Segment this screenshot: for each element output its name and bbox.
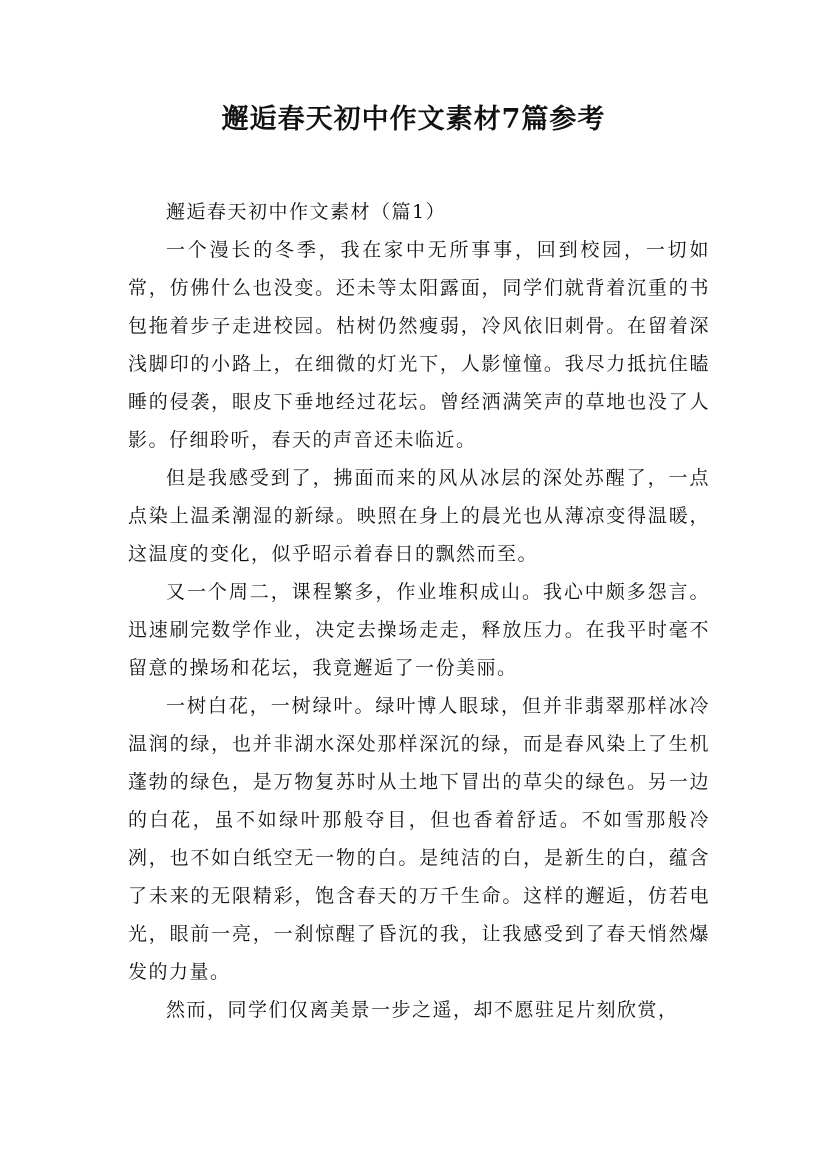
document-body: [128, 193, 710, 1029]
paragraph-3: 又一个周二，课程繁多，作业堆积成山。我心中颇多怨言。迅速刷完数学作业，决定去操场走走，释放压力。在我平时毫不留意的操场和花坛，我竟邂逅了一份美丽。: [128, 581, 710, 679]
paragraph-2: 但是我感受到了，拂面而来的风从冰层的深处苏醒了，一点点染上温柔潮湿的新绿。映照在身上的晨光也从薄凉变得温暖，这温度的变化，似乎昭示着春日的飘然而至。: [128, 467, 710, 565]
section-heading: 邂逅春天初中作文素材（篇1）: [166, 201, 447, 223]
paragraph-5: 然而，同学们仅离美景一步之遥，却不愿驻足片刻欣赏，: [166, 999, 679, 1021]
paragraph-1: 一个漫长的冬季，我在家中无所事事，回到校园，一切如常，仿佛什么也没变。还未等太阳露面，同学们就背着沉重的书包拖着步子走进校园。枯树仍然瘦弱，冷风依旧刺骨。在留着深浅脚印的小路上，在细微的灯光下，人影憧憧。我尽力抵抗住瞌睡的侵袭，眼皮下垂地经过花坛。曾经洒满笑声的草地也没了人影。仔细聆听，春天的声音还未临近。: [128, 239, 710, 451]
paragraph-4: 一树白花，一树绿叶。绿叶博人眼球，但并非翡翠那样冰冷温润的绿，也并非湖水深处那样深沉的绿，而是春风染上了生机蓬勃的绿色，是万物复苏时从土地下冒出的草尖的绿色。另一边的白花，虽不如绿叶那般夺目，但也香着舒适。不如雪那般冷冽，也不如白纸空无一物的白。是纯洁的白，是新生的白，蕴含了未来的无限精彩，饱含春天的万千生命。这样的邂逅，仿若电光，眼前一亮，一刹惊醒了昏沉的我，让我感受到了春天悄然爆发的力量。: [128, 695, 710, 983]
document-title: 邂逅春天初中作文素材7篇参考: [221, 104, 606, 135]
